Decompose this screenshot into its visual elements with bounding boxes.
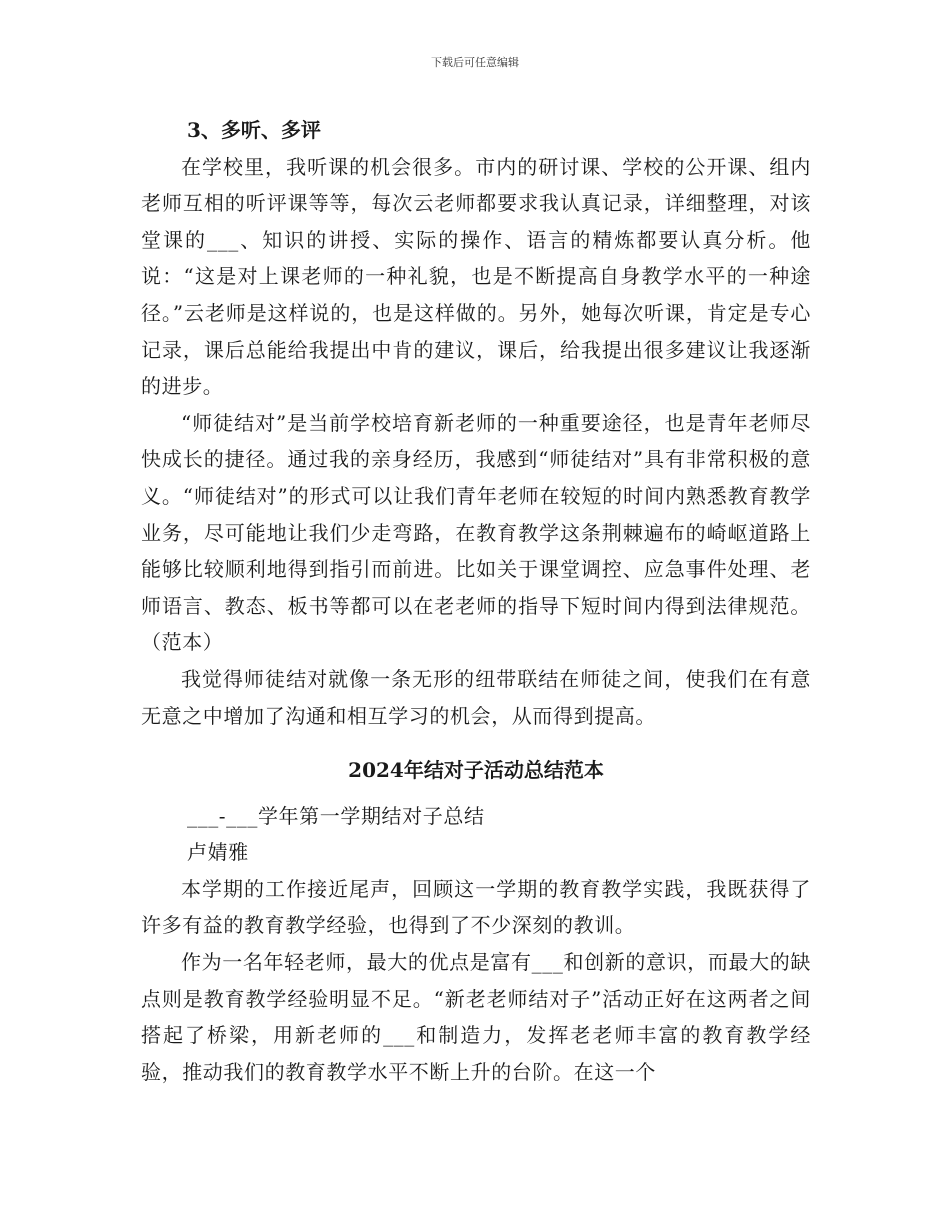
paragraph: “师徒结对”是当前学校培育新老师的一种重要途径，也是青年老师尽快成长的捷径。通过我的亲身经历，我感到“师徒结对”具有非常积极的意义。“师徒结对”的形式可以让我们青年老师在较短的时间内熟悉教育教学业务，尽可能地让我们少走弯路，在教育教学这条荆棘遍布的崎岖道路上能够比较顺利地得到指引而前进。比如关于课堂调控、应急事件处理、老师语言、教态、板书等都可以在老老师的指导下短时间内得到法律规范。（范本）: [141, 410, 811, 655]
document-body: [141, 112, 811, 1090]
paragraph: 在学校里，我听课的机会很多。市内的研讨课、学校的公开课、组内老师互相的听评课等等，每次云老师都要求我认真记录，详细整理，对该堂课的___、知识的讲授、实际的操作、语言的精炼都要认真分析。他说：“这是对上课老师的一种礼貌，也是不断提高自身教学水平的一种途径。”云老师是这样说的，也是这样做的。另外，她每次听课，肯定是专心记录，课后总能给我提出中肯的建议，课后，给我提出很多建议让我逐渐的进步。: [141, 154, 811, 399]
paragraph: 我觉得师徒结对就像一条无形的纽带联结在师徒之间，使我们在有意无意之中增加了沟通和相互学习的机会，从而得到提高。: [141, 666, 811, 728]
document-title: 2024年结对子活动总结范本: [348, 758, 604, 783]
term-line: ___-___学年第一学期结对子总结: [187, 803, 485, 828]
author-name: 卢婧雅: [187, 840, 249, 865]
paragraph: 本学期的工作接近尾声，回顾这一学期的教育教学实践，我既获得了许多有益的教育教学经验，也得到了不少深刻的教训。: [141, 876, 811, 938]
section-heading: 3、多听、多评: [187, 118, 321, 142]
page-header: 下载后可任意编辑: [431, 56, 519, 69]
paragraph: 作为一名年轻老师，最大的优点是富有___和创新的意识，而最大的缺点则是教育教学经验明显不足。“新老老师结对子”活动正好在这两者之间搭起了桥梁，用新老师的___和制造力，发挥老老师丰富的教育教学经验，推动我们的教育教学水平不断上升的台阶。在这一个: [141, 950, 811, 1084]
